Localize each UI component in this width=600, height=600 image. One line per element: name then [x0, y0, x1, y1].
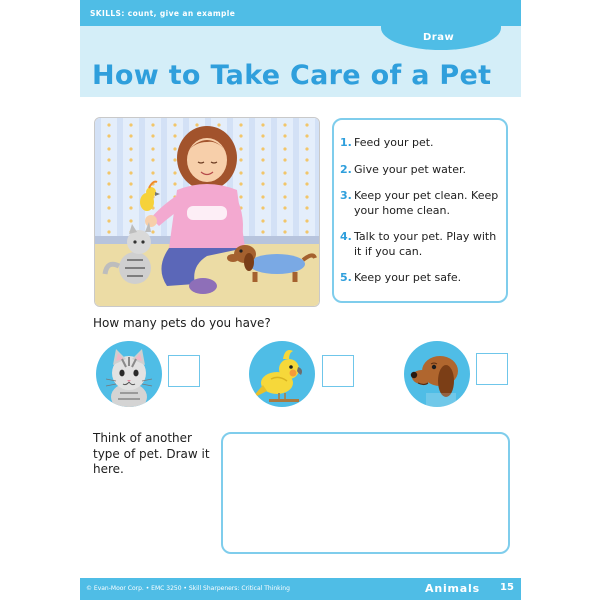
list-item [340, 136, 504, 151]
dog-icon [404, 341, 470, 407]
step-text: Feed your pet. [354, 136, 434, 149]
footer-credit: © Evan-Moor Corp. • EMC 3250 • Skill Sharpeners: Critical Thinking [86, 585, 290, 592]
care-steps-list [340, 136, 504, 298]
bird-icon [249, 341, 315, 407]
list-item [340, 189, 504, 218]
cat-count-box[interactable] [168, 355, 200, 387]
drawing-area[interactable] [221, 432, 510, 554]
footer-section-name: Animals [425, 582, 480, 595]
step-text: Talk to your pet. Play with it if you can. [354, 230, 497, 258]
skills-label: SKILLS: count, give an example [90, 9, 236, 18]
page-number: 15 [500, 582, 514, 593]
step-number: 3. [340, 189, 352, 202]
step-number: 4. [340, 230, 352, 243]
list-item [340, 271, 504, 286]
step-number: 1. [340, 136, 352, 149]
girl-with-pets-illustration [94, 117, 320, 307]
step-text: Keep your pet clean. Keep your home clean. [354, 189, 499, 217]
list-item [340, 163, 504, 178]
worksheet-page [80, 0, 521, 600]
step-number: 5. [340, 271, 352, 284]
count-question: How many pets do you have? [93, 316, 271, 330]
draw-tab-label: Draw [423, 32, 455, 43]
step-number: 2. [340, 162, 352, 176]
bird-count-box[interactable] [322, 355, 354, 387]
page-title: How to Take Care of a Pet [92, 60, 492, 91]
care-steps-box [332, 118, 508, 303]
list-item [340, 230, 504, 259]
dog-count-box[interactable] [476, 353, 508, 385]
draw-prompt: Think of another type of pet. Draw it here. [93, 431, 210, 476]
cat-icon [96, 341, 162, 407]
step-text: Give your pet water. [354, 162, 466, 176]
step-text: Keep your pet safe. [354, 271, 462, 284]
